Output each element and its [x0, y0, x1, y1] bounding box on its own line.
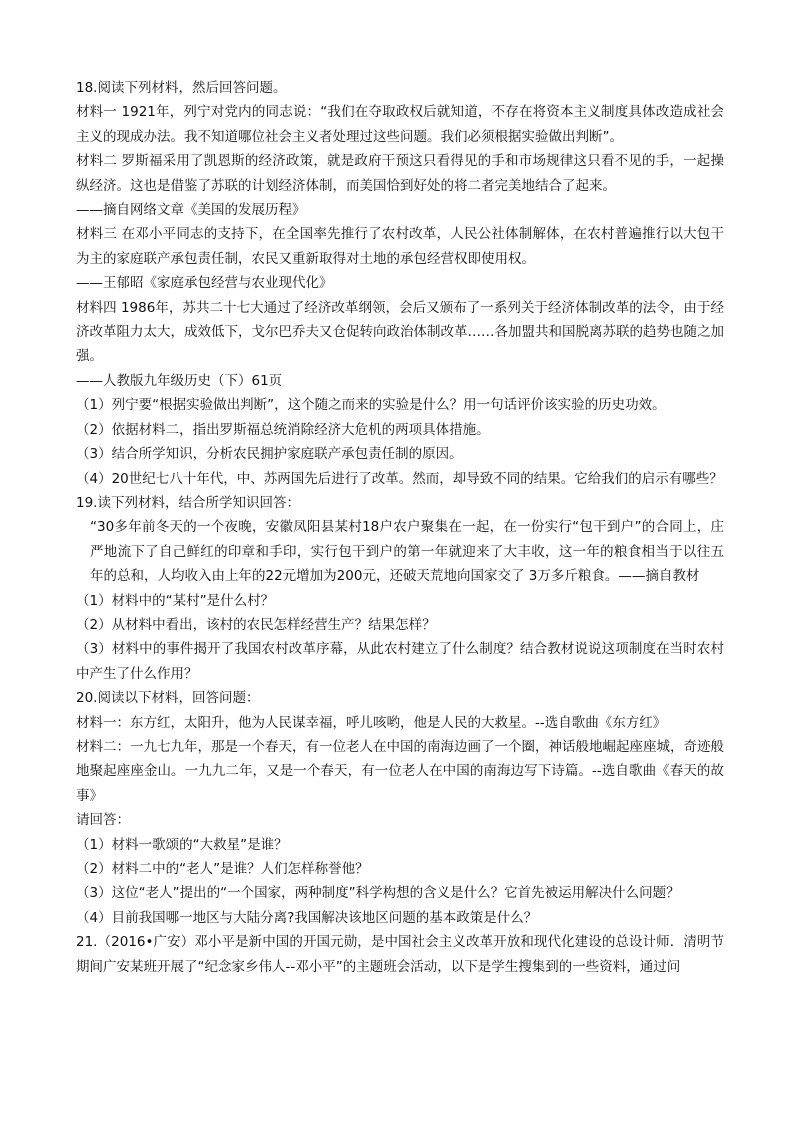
q18-material-3-source: ——王郁昭《家庭承包经营与农业现代化》 [76, 275, 333, 292]
q18-material-3: 材料三 在邓小平同志的支持下，在全国率先推行了农村改革，人民公社体制解体，在农村普遍推行以大包干为主的家庭联产承包责任制，农民又重新取得对土地的承包经营权即使用权。 [76, 226, 724, 267]
q18-material-4: 材料四 1986年，苏共二十七大通过了经济改革纲领，会后又颁布了一系列关于经济体制改革的法令，由于经济改革阻力太大，成效低下，戈尔巴乔夫又仓促转向政治体制改革……各加盟共和国脱离苏联的趋势也随之加强。 [76, 299, 724, 365]
q18-material-1: 材料一 1921年，列宁对党内的同志说：“我们在夺取政权后就知道，不存在将资本主义制度具体改造成社会主义的现成办法。我不知道哪位社会主义者处理过这些问题。我们必须根据实验做出判断”。 [76, 104, 724, 145]
q21-intro: 21.（2016•广安）邓小平是新中国的开国元勋，是中国社会主义改革开放和现代化建设的总设计师．清明节期间广安某班开展了“纪念家乡伟人--邓小平”的主题班会活动，以下是学生搜集到的一些资料，通过问 [76, 934, 724, 975]
q19-question-2: （2）从材料中看出，该村的农民怎样经营生产？结果怎样？ [76, 616, 436, 633]
q20-question-3: （3）这位“老人”提出的“一个国家，两种制度”科学构想的含义是什么？它首先被运用解决什么问题？ [76, 885, 680, 902]
q20-material-1: 材料一：东方红，太阳升，他为人民谋幸福，呼儿咳哟，他是人民的大救星。--选自歌曲《东方红》 [76, 714, 667, 731]
q20-question-2: （2）材料二中的“老人”是谁？人们怎样称誉他？ [76, 861, 369, 877]
q19-intro: 19.读下列材料，结合所学知识回答： [76, 494, 300, 511]
q19-material: “30多年前冬天的一个夜晚，安徽凤阳县某村18户农户聚集在一起，在一份实行“包干到户”的合同上，庄严地流下了自己鲜红的印章和手印，实行包干到户的第一年就迎来了大丰收，这一年的粮食相当于以往五年的总和，人均收入由上年的22元增加为200元，还破天荒地向国家交了 3万多斤粮食。——摘自教材 [90, 519, 724, 585]
q20-material-2: 材料二：一九七九年，那是一个春天，有一位老人在中国的南海边画了一个圈，神话般地崛起座座城，奇迹般地聚起座座金山。一九九二年，又是一个春天，有一位老人在中国的南海边写下诗篇。--选自歌曲《春天的故事》 [76, 738, 724, 804]
q18-material-2-source: ——摘自网络文章《美国的发展历程》 [76, 202, 306, 219]
q19-question-3: （3）材料中的事件揭开了我国农村改革序幕，从此农村建立了什么制度？结合教材说说这项制度在当时农村中产生了什么作用？ [76, 641, 724, 682]
q18-intro: 18.阅读下列材料，然后回答问题。 [76, 80, 287, 96]
q18-question-2: （2）依据材料二，指出罗斯福总统消除经济大危机的两项具体措施。 [76, 421, 490, 438]
q19-question-1: （1）材料中的“某村”是什么村？ [76, 592, 275, 609]
q18-question-4: （4）20世纪七八十年代，中、苏两国先后进行了改革。然而，却导致不同的结果。它给我们的启示有哪些？ [76, 470, 723, 487]
q18-material-4-source: ——人教版九年级历史（下）61页 [76, 372, 283, 389]
q20-ask: 请回答： [76, 812, 130, 829]
q18-material-2: 材料二 罗斯福采用了凯恩斯的经济政策，就是政府干预这只看得见的手和市场规律这只看不见的手，一起操纵经济。这也是借鉴了苏联的计划经济体制，而美国恰到好处的将二者完美地结合了起来。 [76, 153, 724, 194]
q20-question-1: （1）材料一歌颂的“大救星”是谁？ [76, 836, 288, 853]
q20-question-4: （4）目前我国哪一地区与大陆分离?我国解决该地区问题的基本政策是什么？ [76, 909, 538, 926]
q18-question-1: （1）列宁要“根据实验做出判断”，这个随之而来的实验是什么？用一句话评价该实验的历史功效。 [76, 397, 666, 414]
q18-question-3: （3）结合所学知识，分析农民拥护家庭联产承包责任制的原因。 [76, 446, 463, 463]
q20-intro: 20.阅读以下材料，回答问题： [76, 690, 260, 707]
